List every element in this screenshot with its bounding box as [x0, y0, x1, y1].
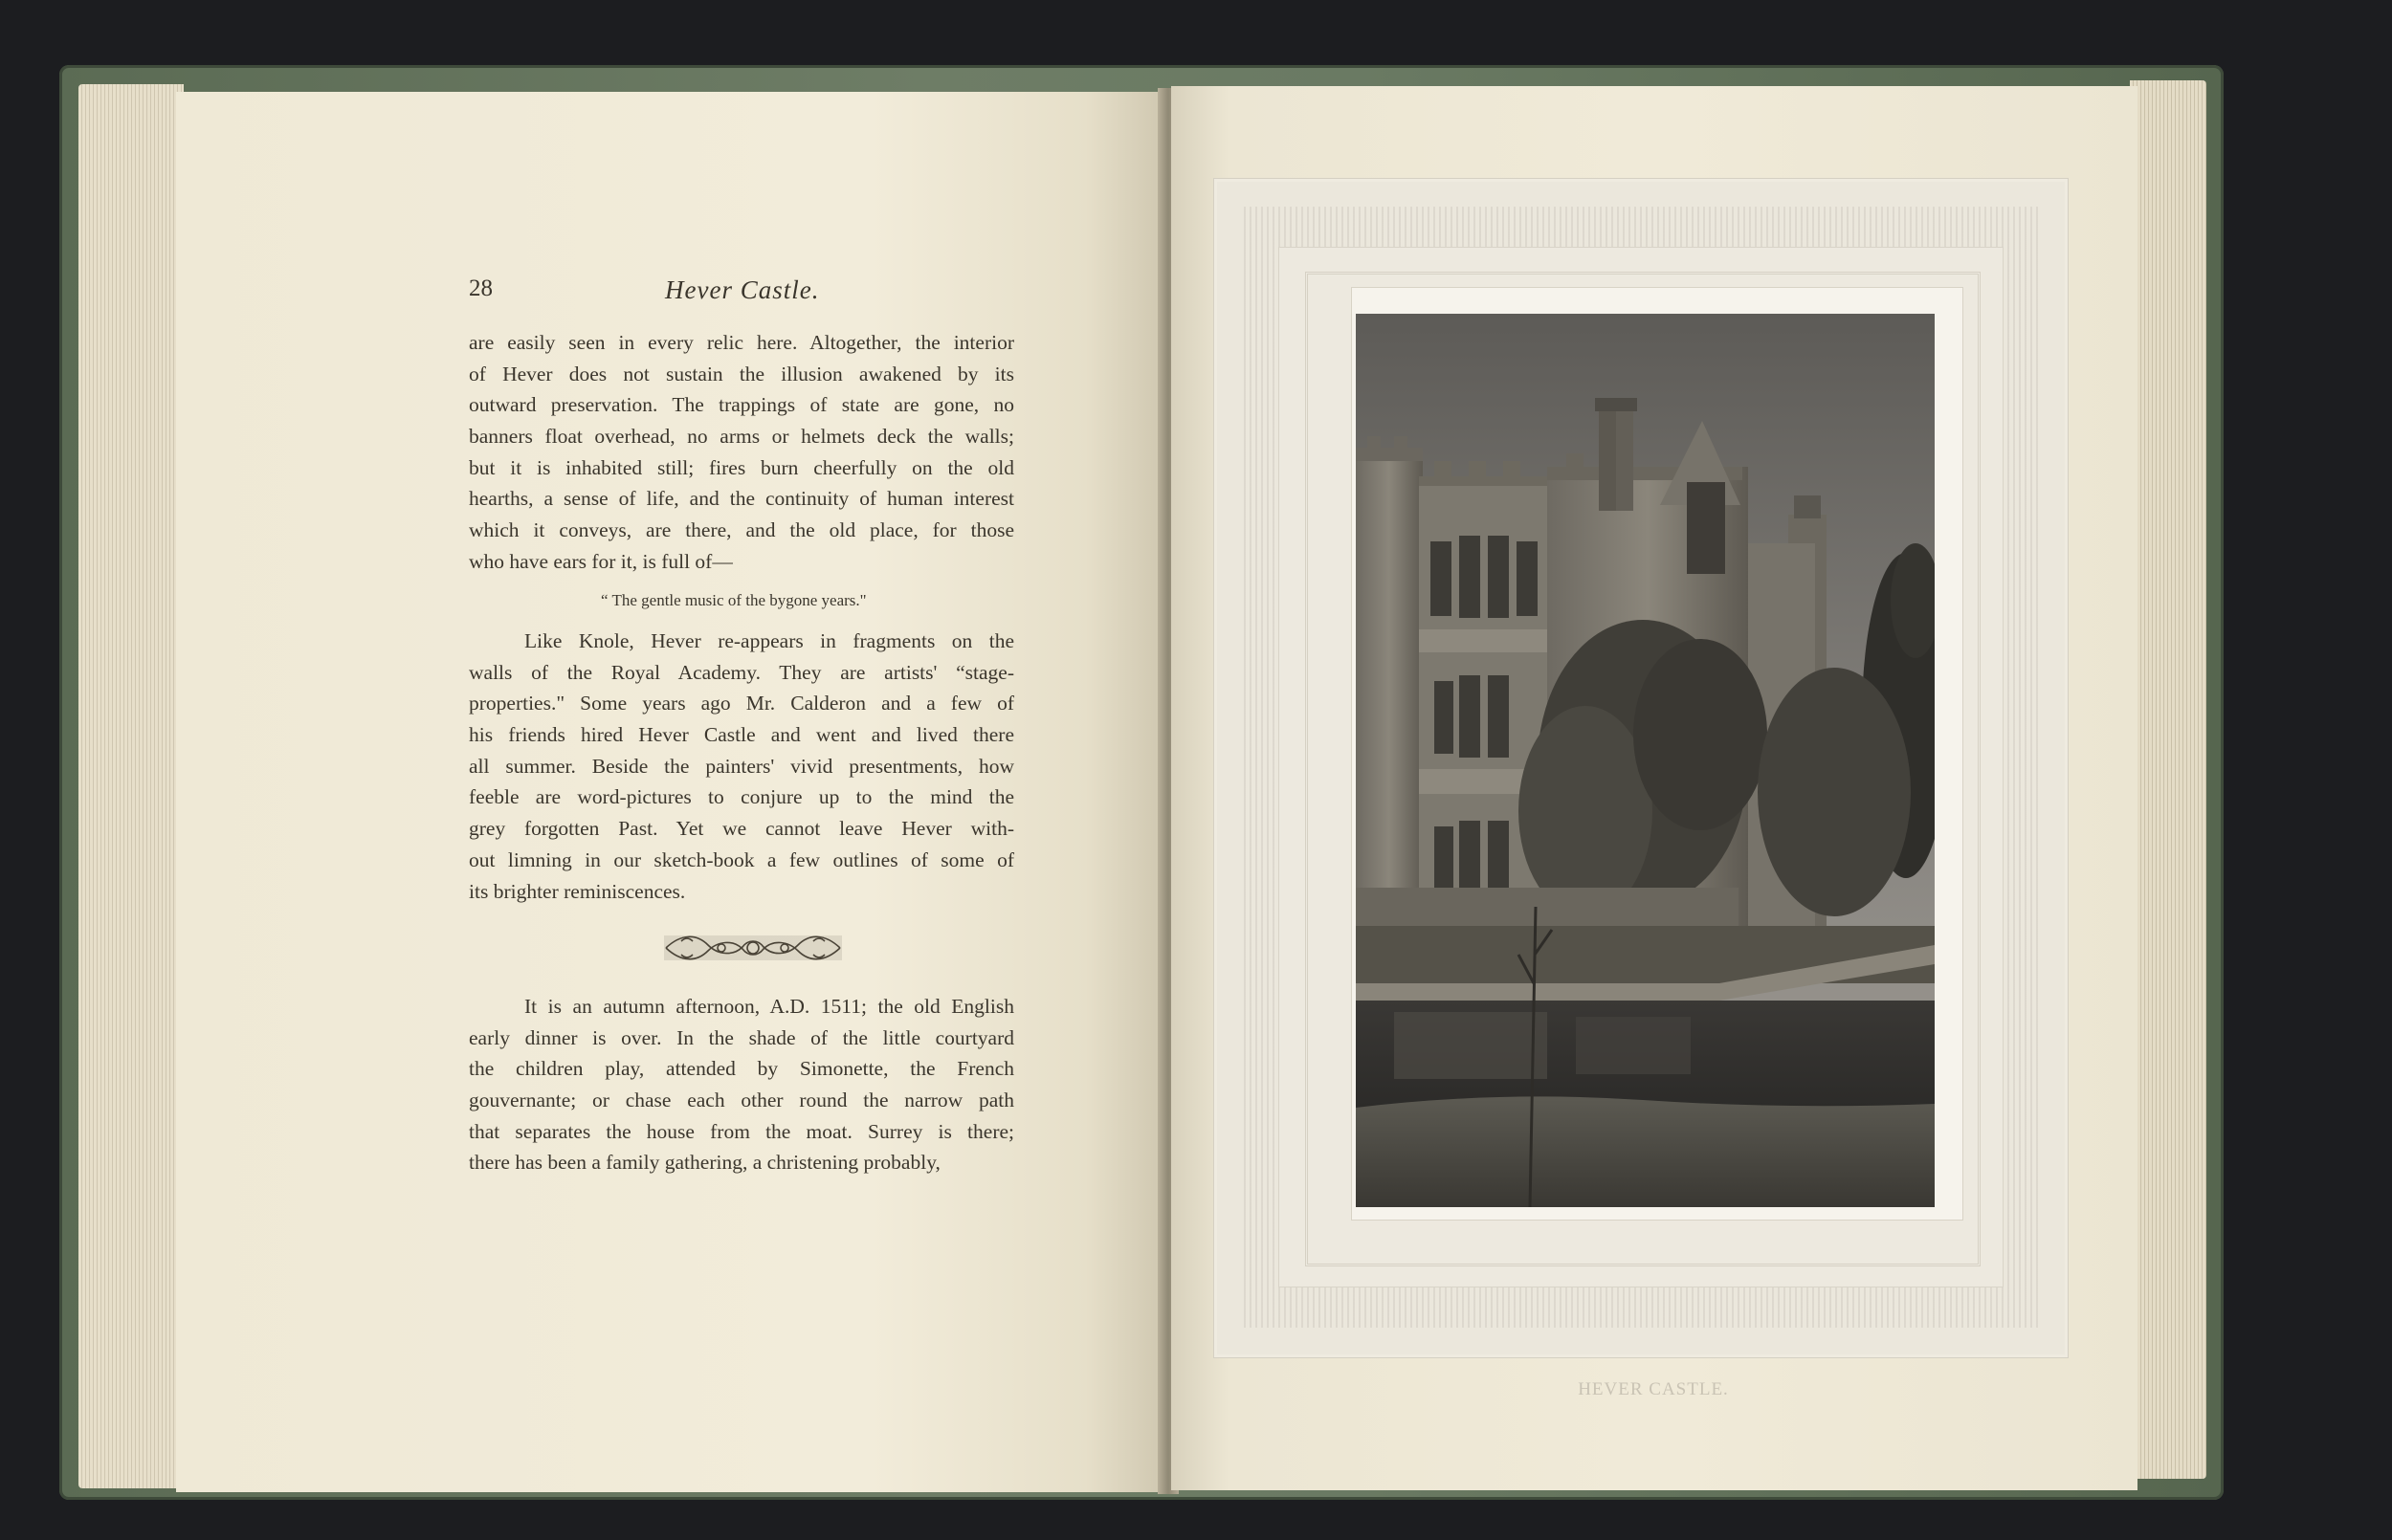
running-title: Hever Castle. [665, 275, 820, 304]
text-line: It is an autumn afternoon, A.D. 1511; the old English [524, 995, 1014, 1018]
paragraph-3 [469, 991, 1014, 1178]
decorative-ornament [662, 928, 844, 968]
text-line: grey forgotten Past. Yet we cannot leave Hever with- [469, 817, 1014, 841]
text-line: are easily seen in every relic here. Altogether, the interior [469, 331, 1014, 354]
text-line: out limning in our sketch-book a few outlines of some of [469, 847, 1014, 871]
verse-quote: “ The gentle music of the bygone years." [601, 591, 867, 609]
text-line: Like Knole, Hever re-appears in fragments on the [524, 629, 1014, 652]
text-line: its brighter reminiscences. [469, 879, 686, 903]
paragraph-2 [469, 626, 1014, 907]
text-line: feeble are word-pictures to conjure up to the mind the [469, 785, 1014, 809]
running-head [469, 275, 1005, 314]
text-line: walls of the Royal Academy. They are artists' “stage- [469, 660, 1014, 684]
page-number: 28 [469, 275, 493, 301]
text-line: which it conveys, are there, and the old place, for those [469, 518, 1014, 542]
castle-photograph [1356, 314, 1935, 1207]
text-line: of Hever does not sustain the illusion awakened by its [469, 362, 1014, 385]
text-line: gouvernante; or chase each other round the narrow path [469, 1089, 1014, 1112]
text-line: outward preservation. The trappings of state are gone, no [469, 393, 1014, 417]
page-edges-right [2130, 80, 2206, 1479]
text-line: banners float overhead, no arms or helmets deck the walls; [469, 425, 1014, 449]
text-line: who have ears for it, is full of— [469, 549, 733, 573]
text-line: his friends hired Hever Castle and went and lived there [469, 723, 1014, 747]
plate-caption: HEVER CASTLE. [1578, 1379, 1729, 1399]
text-line: that separates the house from the moat. Surrey is there; [469, 1119, 1014, 1143]
text-line: there has been a family gathering, a christening probably, [469, 1151, 941, 1175]
paragraph-1 [469, 327, 1014, 578]
text-line: all summer. Beside the painters' vivid presentments, how [469, 754, 1014, 778]
text-line: properties." Some years ago Mr. Calderon and a few of [469, 692, 1014, 715]
text-line: early dinner is over. In the shade of the little courtyard [469, 1025, 1014, 1049]
page-edges-left [78, 84, 184, 1488]
text-line: but it is inhabited still; fires burn cheerfully on the old [469, 455, 1014, 479]
text-line: hearths, a sense of life, and the continuity of human interest [469, 487, 1014, 511]
text-line: the children play, attended by Simonette, the French [469, 1057, 1014, 1081]
